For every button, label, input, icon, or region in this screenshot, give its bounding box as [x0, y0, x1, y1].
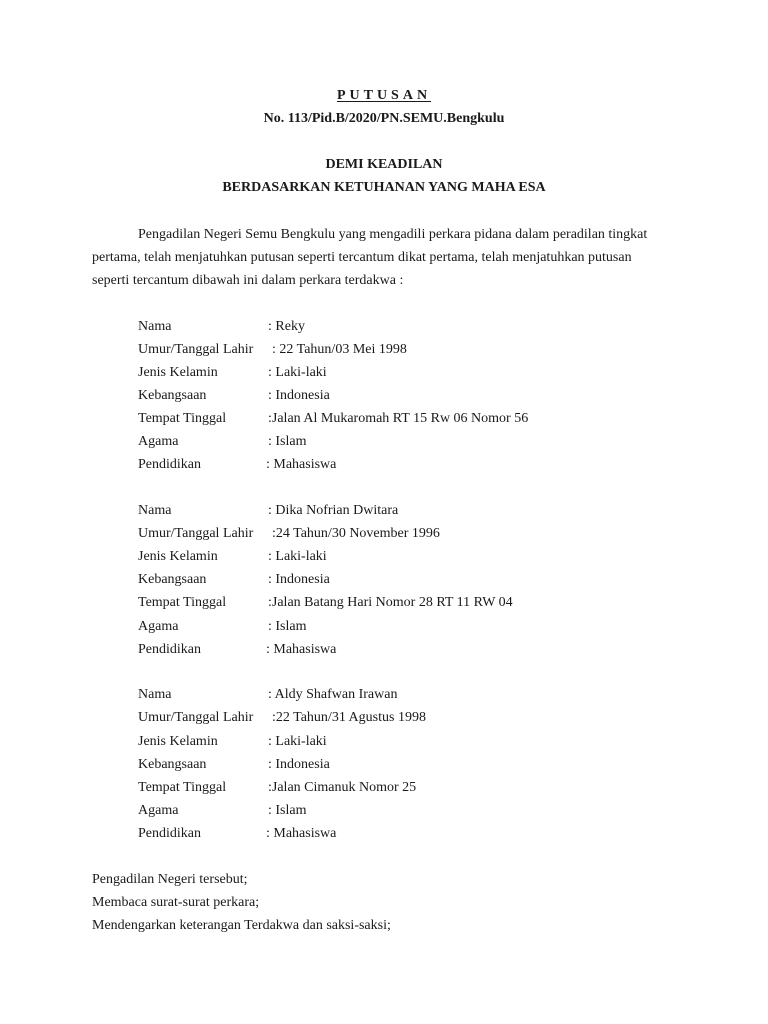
value-jenis-kelamin: : Laki-laki [268, 549, 327, 564]
label-jenis-kelamin: Jenis Kelamin [138, 549, 218, 564]
value-nama: : Aldy Shafwan Irawan [268, 687, 398, 702]
value-agama: : Islam [268, 803, 307, 818]
label-kebangsaan: Kebangsaan [138, 757, 207, 772]
document-title: PUTUSAN [336, 88, 432, 103]
value-kebangsaan: : Indonesia [268, 572, 330, 587]
closing-line-3: Mendengarkan keterangan Terdakwa dan saksi-saksi; [92, 918, 391, 933]
label-pendidikan: Pendidikan [138, 826, 201, 841]
label-jenis-kelamin: Jenis Kelamin [138, 734, 218, 749]
intro-line-3: seperti tercantum dibawah ini dalam perkara terdakwa : [92, 273, 404, 288]
label-agama: Agama [138, 803, 179, 818]
value-jenis-kelamin: : Laki-laki [268, 365, 327, 380]
value-nama: : Dika Nofrian Dwitara [268, 503, 399, 518]
label-pendidikan: Pendidikan [138, 642, 201, 657]
label-umur: Umur/Tanggal Lahir [138, 526, 254, 541]
value-tempat-tinggal: :Jalan Al Mukaromah RT 15 Rw 06 Nomor 56 [268, 411, 529, 426]
label-nama: Nama [138, 687, 172, 702]
value-tempat-tinggal: :Jalan Batang Hari Nomor 28 RT 11 RW 04 [268, 595, 513, 610]
intro-line-1: Pengadilan Negeri Semu Bengkulu yang mengadili perkara pidana dalam peradilan tingkat [138, 227, 648, 242]
value-agama: : Islam [268, 434, 307, 449]
label-tempat-tinggal: Tempat Tinggal [138, 411, 227, 426]
value-pendidikan: : Mahasiswa [266, 457, 337, 472]
label-nama: Nama [138, 503, 172, 518]
heading-demi-keadilan: DEMI KEADILAN [325, 157, 443, 172]
label-pendidikan: Pendidikan [138, 457, 201, 472]
label-umur: Umur/Tanggal Lahir [138, 710, 254, 725]
label-kebangsaan: Kebangsaan [138, 388, 207, 403]
value-umur: :22 Tahun/31 Agustus 1998 [272, 710, 426, 725]
intro-line-2: pertama, telah menjatuhkan putusan seperti tercantum dikat pertama, telah menjatuhkan putusan [92, 250, 632, 265]
label-tempat-tinggal: Tempat Tinggal [138, 780, 227, 795]
case-number: No. 113/Pid.B/2020/PN.SEMU.Bengkulu [263, 111, 505, 126]
closing-line-1: Pengadilan Negeri tersebut; [92, 872, 248, 887]
label-tempat-tinggal: Tempat Tinggal [138, 595, 227, 610]
label-nama: Nama [138, 319, 172, 334]
value-umur: :24 Tahun/30 November 1996 [272, 526, 440, 541]
value-agama: : Islam [268, 619, 307, 634]
value-kebangsaan: : Indonesia [268, 757, 330, 772]
label-agama: Agama [138, 434, 179, 449]
label-agama: Agama [138, 619, 179, 634]
value-kebangsaan: : Indonesia [268, 388, 330, 403]
value-pendidikan: : Mahasiswa [266, 642, 337, 657]
heading-ketuhanan: BERDASARKAN KETUHANAN YANG MAHA ESA [222, 180, 546, 195]
value-pendidikan: : Mahasiswa [266, 826, 337, 841]
value-nama: : Reky [268, 319, 305, 334]
closing-line-2: Membaca surat-surat perkara; [92, 895, 260, 910]
value-jenis-kelamin: : Laki-laki [268, 734, 327, 749]
label-kebangsaan: Kebangsaan [138, 572, 207, 587]
value-umur: : 22 Tahun/03 Mei 1998 [272, 342, 407, 357]
label-jenis-kelamin: Jenis Kelamin [138, 365, 218, 380]
value-tempat-tinggal: :Jalan Cimanuk Nomor 25 [268, 780, 417, 795]
label-umur: Umur/Tanggal Lahir [138, 342, 254, 357]
